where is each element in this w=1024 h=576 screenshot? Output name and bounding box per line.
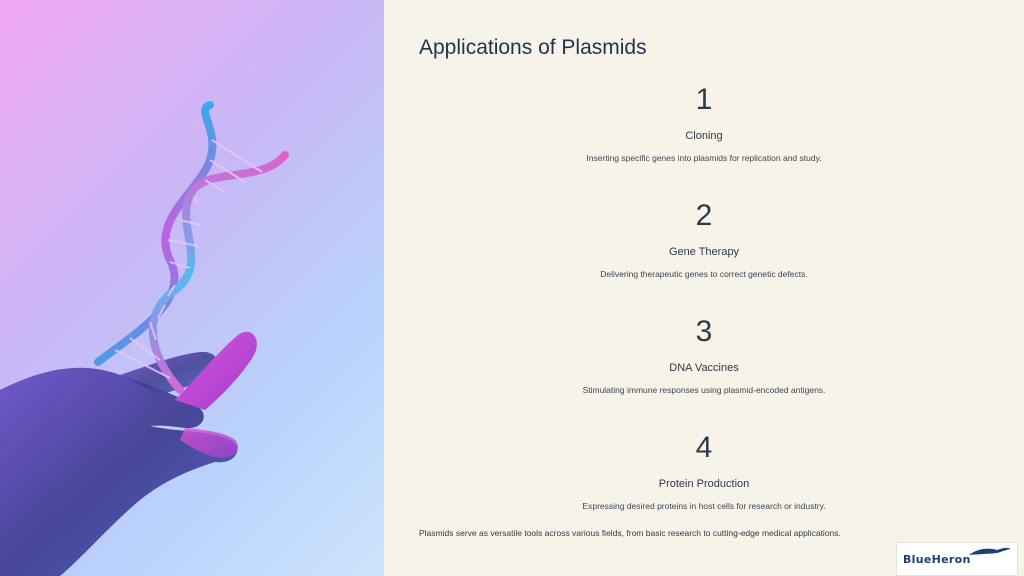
item-number: 1 xyxy=(695,83,713,116)
item-number: 4 xyxy=(695,431,713,464)
item-heading: Protein Production xyxy=(658,478,750,490)
logo-text: BlueHeron xyxy=(903,553,971,566)
application-item-cloning xyxy=(384,82,1024,163)
slide-title: Applications of Plasmids xyxy=(419,36,647,59)
item-heading: DNA Vaccines xyxy=(669,362,739,374)
item-heading: Gene Therapy xyxy=(668,246,740,258)
item-number: 2 xyxy=(695,199,713,232)
dna-illustration xyxy=(0,0,384,576)
item-heading: Cloning xyxy=(685,130,723,142)
item-description: Delivering therapeutic genes to correct genetic defects. xyxy=(600,269,808,279)
item-description: Inserting specific genes into plasmids for replication and study. xyxy=(586,153,822,163)
application-item-gene-therapy xyxy=(384,198,1024,279)
dna-helix-on-hand-image xyxy=(0,0,384,576)
heron-bird-icon xyxy=(967,545,1013,559)
item-description: Expressing desired proteins in host cells for research or industry. xyxy=(582,501,826,511)
item-number: 3 xyxy=(695,315,713,348)
slide-content xyxy=(384,0,1024,576)
summary-text: Plasmids serve as versatile tools across various fields, from basic research to cutting-edge medical applications. xyxy=(419,528,841,538)
item-description: Stimulating immune responses using plasmid-encoded antigens. xyxy=(582,385,826,395)
blueheron-logo xyxy=(896,542,1018,576)
application-item-protein-production xyxy=(384,430,1024,511)
application-item-dna-vaccines xyxy=(384,314,1024,395)
